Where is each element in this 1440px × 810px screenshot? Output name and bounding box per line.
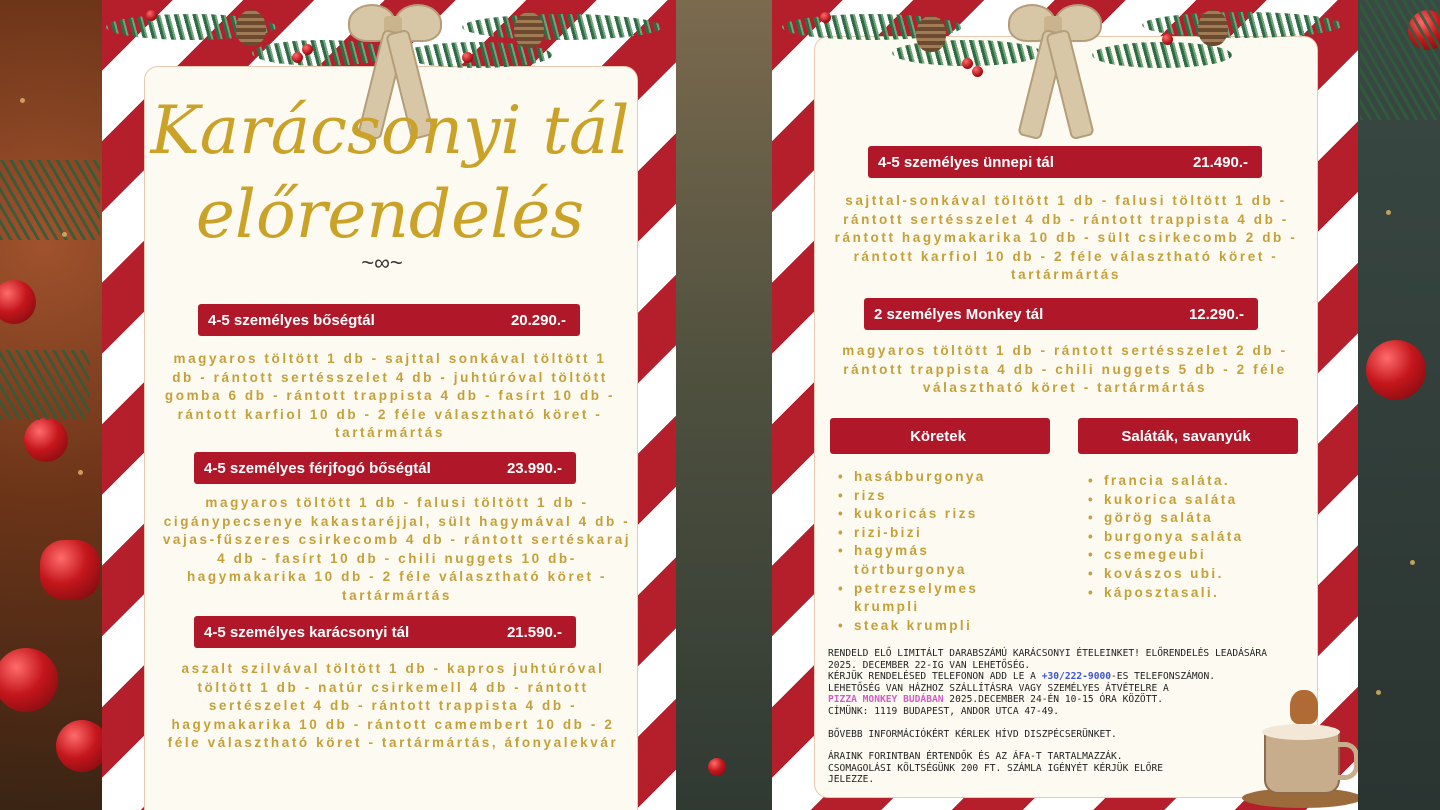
flyer-right <box>772 0 1358 810</box>
list-item: • hasábburgonya <box>838 468 1038 487</box>
sparkle-icon <box>78 470 83 475</box>
list-item: • csemegeubi <box>1088 546 1288 565</box>
menu-item-description: sajttal-sonkával töltött 1 db - falusi töltött 1 db - rántott sertésszelet 4 db - rántott trappista 4 db - rántott hagymakarika 10 db - sült csirkecomb 2 db - rántott karfiol 10 db - 2 féle választható köret - tartármártás <box>834 193 1298 283</box>
sparkle-icon <box>62 232 67 237</box>
menu-item-name: 4-5 személyes férjfogó bőségtál <box>204 459 431 477</box>
sides-header <box>830 418 1050 454</box>
pine-cone-icon <box>916 16 946 52</box>
menu-item-price: 23.990.- <box>506 459 562 477</box>
menu-item-price: 12.290.- <box>1188 305 1244 323</box>
menu-item-name: 2 személyes Monkey tál <box>874 305 1044 323</box>
sides-title: Köretek <box>910 427 966 445</box>
menu-item-description: magyaros töltött 1 db - falusi töltött 1 db - cigánypecsenye kakastaréjjal, sült hagymával 4 db - vajas-fűszeres csirkecomb 4 db - rántott sertéskaraj 4 db - fasírt 10 db - chili nuggets 10 db- hagymakarika 10 db - 2 féle választható köret -tartármártás <box>162 495 632 603</box>
list-item: • petrezselymes krumpli <box>838 580 1038 617</box>
brand-name: PIZZA MONKEY BUDÁBAN <box>828 694 944 706</box>
list-item: • káposztasali. <box>1088 584 1288 603</box>
info-line: BŐVEBB INFORMÁCIÓKÉRT KÉRLEK HÍVD DISZPÉCSERÜNKET. <box>828 728 1117 740</box>
salads-list <box>1088 472 1288 602</box>
list-item: • burgonya saláta <box>1088 528 1288 547</box>
info-line: LEHETŐSÉG VAN HÁZHOZ SZÁLLÍTÁSRA VAGY SZEMÉLYES ÁTVÉTELRE A <box>828 682 1169 694</box>
menu-item-description: aszalt szilvával töltött 1 db - kapros juhtúróval töltött 1 db - natúr csirkemell 4 db - rántott sertészelet 4 db - rántott trappista 4 db - hagymakarika 10 db - rántott camembert 10 db - 2 féle választható köret - tartármártás, áfonyalekvár <box>167 661 619 751</box>
gift-bow-icon <box>40 540 100 600</box>
list-item: • rizs <box>838 487 1038 506</box>
phone-number: +30/222-9000 <box>1041 671 1112 683</box>
gingerbread-icon <box>1290 690 1318 724</box>
ornament-icon <box>1366 340 1426 400</box>
list-item: • görög saláta <box>1088 509 1288 528</box>
menu-item-name: 4-5 személyes karácsonyi tál <box>204 623 410 641</box>
ornament-icon <box>708 758 726 776</box>
list-item: • kovászos ubi. <box>1088 565 1288 584</box>
menu-item-name: 4-5 személyes bőségtál <box>208 311 375 329</box>
flyer-left <box>102 0 676 810</box>
salads-title: Saláták, savanyúk <box>1121 427 1251 445</box>
salads-header <box>1078 418 1298 454</box>
sparkle-icon <box>20 98 25 103</box>
menu-item-price: 21.490.- <box>1192 153 1248 171</box>
menu-item-price: 20.290.- <box>510 311 566 329</box>
pine-cone-icon <box>1198 10 1228 46</box>
ribbon-bow-icon <box>1008 0 1098 140</box>
menu-item-description: magyaros töltött 1 db - rántott sertésszelet 2 db - rántott trappista 4 db - chili nuggets 5 db - 2 féle választható köret - tartármártás <box>842 343 1288 396</box>
background-right <box>1358 0 1440 810</box>
menu-item-price: 21.590.- <box>506 623 562 641</box>
sparkle-icon <box>1386 210 1391 215</box>
pine-sprig-icon <box>0 350 90 420</box>
cocoa-mug-icon <box>1242 690 1352 810</box>
order-info <box>828 648 1268 786</box>
menu-item-header <box>868 146 1262 178</box>
pine-sprig-icon <box>1360 0 1440 120</box>
menu-item-header <box>194 616 576 648</box>
list-item: • rizi-bizi <box>838 524 1038 543</box>
menu-item-header <box>198 304 580 336</box>
page-title-line2: előrendelés <box>195 176 585 253</box>
ornament-icon <box>56 720 108 772</box>
info-line: RENDELD ELŐ LIMITÁLT DARABSZÁMÚ KARÁCSONYI ÉTELEINKET! ELŐRENDELÉS LEADÁSÁRA 2025. DECEMBER 22-IG VAN LEHETŐSÉG. <box>828 648 1267 671</box>
info-line: CÍMÜNK: 1119 BUDAPEST, ANDOR UTCA 47-49. <box>828 705 1060 717</box>
sparkle-icon <box>1410 560 1415 565</box>
sides-list <box>838 468 1038 635</box>
info-line: PIZZA MONKEY BUDÁBAN 2025.DECEMBER 24-ÉN 10-15 ÓRA KÖZÖTT. <box>828 694 1164 706</box>
list-item: • kukoricás rizs <box>838 505 1038 524</box>
menu-item-header <box>194 452 576 484</box>
background-middle <box>676 0 772 810</box>
menu-item-name: 4-5 személyes ünnepi tál <box>878 153 1054 171</box>
flourish-divider: ~∞~ <box>361 250 403 275</box>
menu-item-header <box>864 298 1258 330</box>
list-item: • kukorica saláta <box>1088 491 1288 510</box>
pine-sprig-icon <box>0 160 100 240</box>
page-title-line1: Karácsonyi tál <box>150 92 630 169</box>
list-item: • steak krumpli <box>838 617 1038 636</box>
list-item: • hagymás törtburgonya <box>838 542 1038 579</box>
menu-item-description: magyaros töltött 1 db - sajttal sonkával töltött 1 db - rántott sertésszelet 4 db - juhtúróval töltött gomba 6 db - rántott trappista 4 db - fasírt 10 db - rántott karfiol 10 db - 2 féle választható köret - tartármártás <box>164 351 616 441</box>
sparkle-icon <box>1376 690 1381 695</box>
pine-cone-icon <box>514 12 544 48</box>
list-item: • francia saláta. <box>1088 472 1288 491</box>
ornament-icon <box>24 418 68 462</box>
pine-cone-icon <box>236 10 266 46</box>
info-line: ÁRAINK FORINTBAN ÉRTENDŐK ÉS AZ ÁFA-T TARTALMAZZÁK. CSOMAGOLÁSI KÖLTSÉGÜNK 200 FT. SZÁMLA IGÉNYÉT KÉRJÜK ELŐRE JELEZZE. <box>828 751 1164 786</box>
info-line: KÉRJÜK RENDELÉSED TELEFONON ADD LE A +30/222-9000-ES TELEFONSZÁMON. <box>828 671 1215 683</box>
